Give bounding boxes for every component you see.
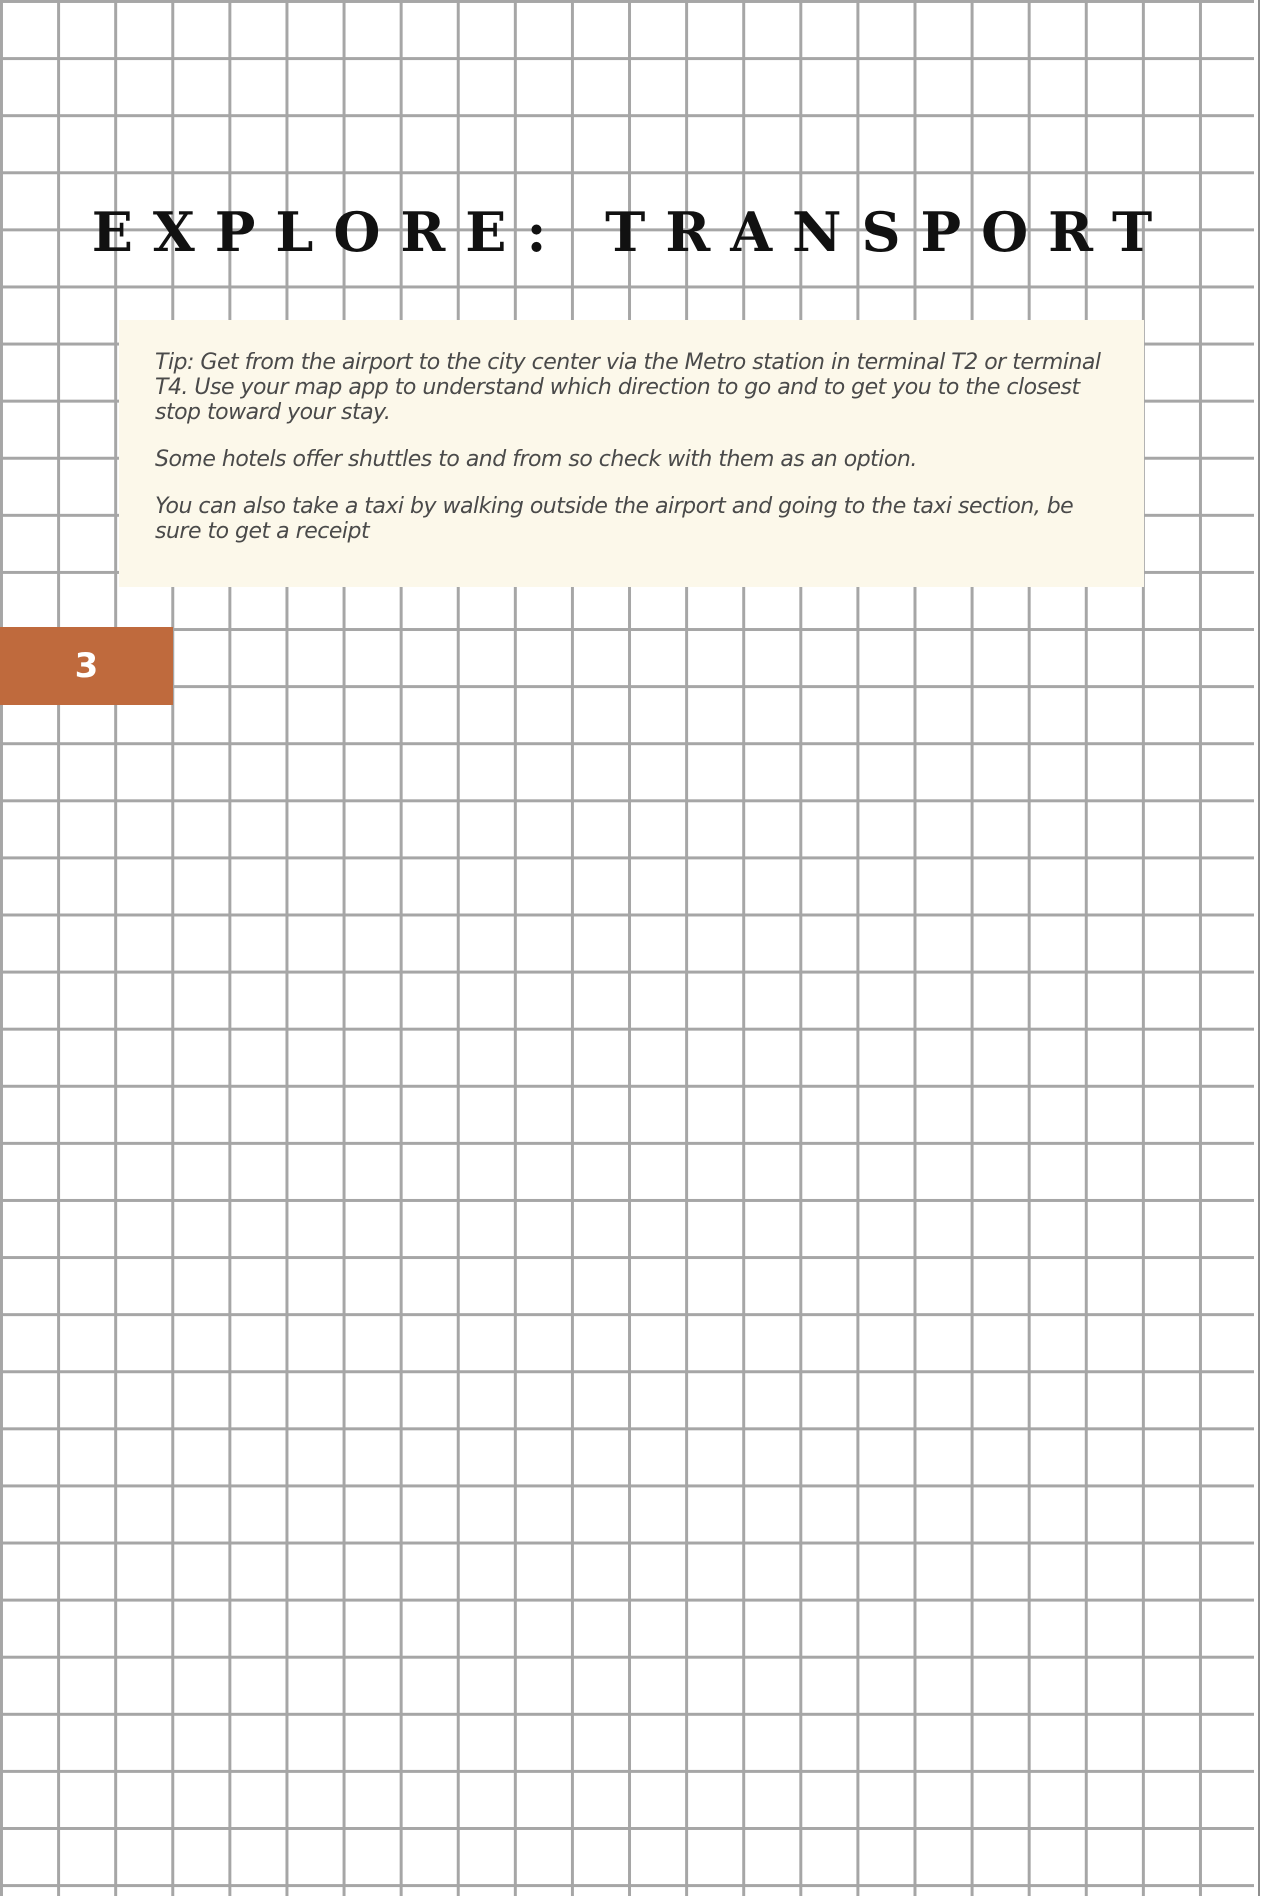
page-edge-line: [1254, 0, 1264, 1896]
tip-box: [119, 320, 1144, 587]
page-number: 3: [74, 646, 99, 686]
page-number-tab: [0, 627, 173, 705]
page-title: EXPLORE: TRANSPORT: [91, 200, 1173, 264]
tip-paragraph-taxi: You can also take a taxi by walking outside the airport and going to the taxi section, be sure to get a receipt: [155, 494, 1074, 544]
tip-paragraph-shuttles: Some hotels offer shuttles to and from so check with them as an option.: [155, 447, 917, 472]
tip-paragraph-metro: Tip: Get from the airport to the city center via the Metro station in terminal T2 or terminal T4. Use your map app to understand which direction to go and to get you to the closest stop toward your stay.: [155, 350, 1101, 425]
